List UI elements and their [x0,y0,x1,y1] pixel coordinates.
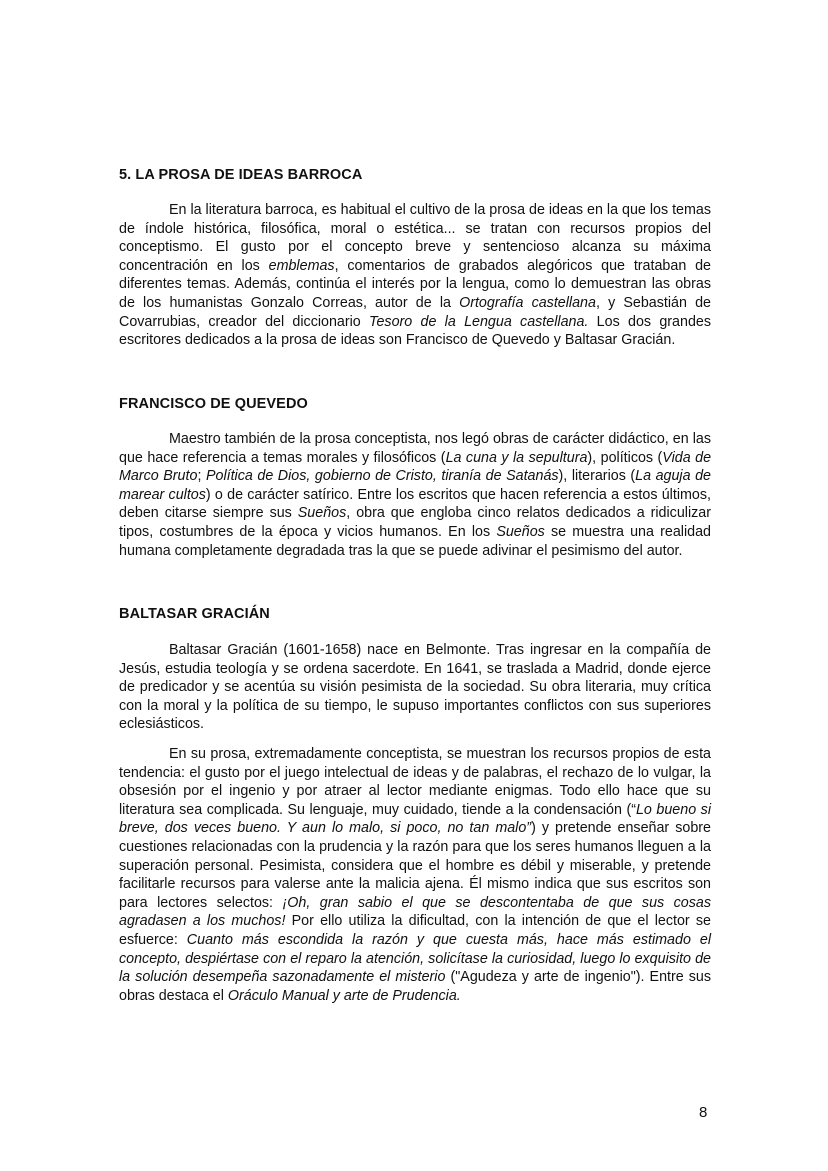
text-run: ), literarios ( [558,468,636,485]
italic-text-run: La aguja de marear cultos [119,468,711,503]
paragraph-gracian-prosa [119,745,711,1005]
italic-text-run: Tesoro de la Lengua castellana. [369,313,589,330]
section-heading-gracian: BALTASAR GRACIÁN [119,606,270,622]
text-run: ("Agudeza y arte de ingenio"). Entre sus obras destaca el [119,969,712,1004]
page-number: 8 [699,1104,708,1121]
text-run: En su prosa, extremadamente conceptista, se muestran los recursos propios de esta tendencia: el gusto por el juego intelectual de ideas y de palabras, el rechazo de lo vulgar, la obsesión por el ingenio y por atraer al lector mediante enigmas. Todo ello hace que su literatura sea complicada. Su lenguaje, muy cuidado, tiende a la condensación (“ [119,746,711,818]
italic-text-run: ¡Oh, gran sabio el que se descontentaba de que sus cosas agradasen a los muchos! [119,894,711,930]
section-heading-quevedo: FRANCISCO DE QUEVEDO [119,396,308,412]
italic-text-run: Sueños [297,505,347,522]
text-run: , comentarios de grabados alegóricos que trataban de diferentes temas. Además, continúa el interés por la lengua, como lo demuestran las obras de los humanistas Gonzalo Correas, autor de la [119,257,711,311]
italic-text-run: La cuna y la sepultura [445,449,588,466]
paragraph-prosa-ideas [119,201,711,350]
paragraph-gracian-bio [119,641,711,734]
text-run: Por ello utiliza la dificultad, con la intención de que el lector se esfuerce: [119,913,711,948]
italic-text-run: Sueños [496,523,545,540]
italic-text-run: Lo bueno si breve, dos veces bueno. Y aun lo malo, si poco, no tan malo” [119,801,711,837]
text-run: Maestro también de la prosa conceptista, nos legó obras de carácter didáctico, en las que hace referencia a temas morales y filosóficos ( [119,431,711,466]
text-run: ; [197,468,206,485]
text-run: En la literatura barroca, es habitual el cultivo de la prosa de ideas en la que los temas de índole histórica, filosófica, moral o estética... se tratan con recursos propios del conceptismo. El gusto por el concepto breve y sentencioso alcanza su máxima concentración en los [119,202,712,274]
text-run: , y Sebastián de Covarrubias, creador del diccionario [119,294,711,330]
paragraph-quevedo [119,430,711,560]
italic-text-run: Ortografía castellana [459,294,596,311]
italic-text-run: Cuanto más escondida la razón y que cuesta más, hace más estimado el concepto, despiértase con el reparo la atención, solicítase la curiosidad, luego lo exquisito de la solución desempeña sazonadamente el misterio [119,931,712,986]
text-run: ) y pretende enseñar sobre cuestiones relacionadas con la prudencia y la razón para que los seres humanos lleguen a la superación personal. Pesimista, considera que el hombre es débil y miserable, y pretende facilitarle recursos para valerse ante la malicia ajena. Él mismo indica que sus escritos son para lectores selectos: [119,820,711,911]
text-run: ), políticos ( [587,449,663,466]
text-run: se muestra una realidad humana completamente degradada tras la que se puede adivinar el pesimismo del autor. [119,523,712,559]
text-run: Los dos grandes escritores dedicados a la prosa de ideas son Francisco de Quevedo y Baltasar Gracián. [119,313,711,349]
italic-text-run: emblemas [268,257,335,274]
italic-text-run: Vida de Marco Bruto [119,449,712,485]
text-run: ) o de carácter satírico. Entre los escritos que hacen referencia a estos últimos, deben citarse siempre sus [119,486,711,522]
text-run: , obra que engloba cinco relatos dedicados a ridiculizar tipos, costumbres de la época y vicios humanos. En los [119,505,711,540]
section-heading-prosa-ideas: 5. LA PROSA DE IDEAS BARROCA [119,167,363,183]
italic-text-run: Oráculo Manual y arte de Prudencia. [227,987,461,1004]
italic-text-run: Política de Dios, gobierno de Cristo, tiranía de Satanás [205,468,559,485]
text-run: Baltasar Gracián (1601-1658) nace en Belmonte. Tras ingresar en la compañía de Jesús, estudia teología y se ordena sacerdote. En 1641, se traslada a Madrid, donde ejerce de predicador y se acentúa su visión pesimista de la sociedad. Su obra literaria, muy crítica con la moral y la política de su tiempo, le supuso importantes conflictos con sus superiores eclesiásticos. [119,642,711,733]
